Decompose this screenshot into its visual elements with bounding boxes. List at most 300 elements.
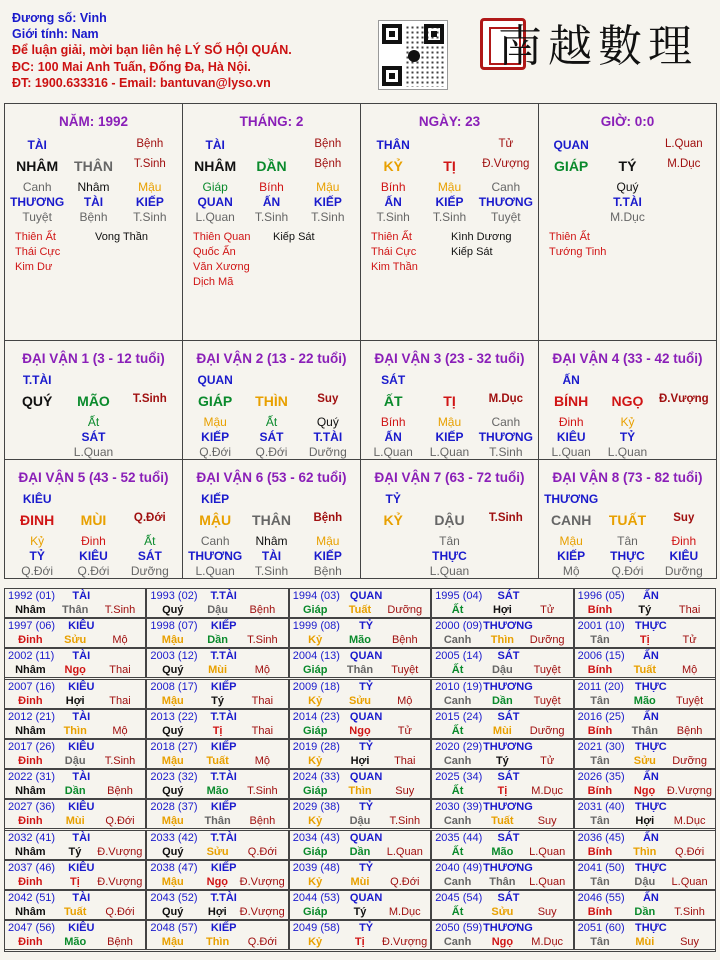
year-row bbox=[578, 590, 712, 602]
year-blank bbox=[533, 681, 570, 693]
cell-value: L.Quan bbox=[195, 210, 235, 224]
cell-value bbox=[9, 430, 65, 444]
year-label: 2048 (57) bbox=[150, 922, 198, 935]
year-branch: Hợi bbox=[635, 815, 655, 828]
year-god: T.TÀI bbox=[210, 590, 237, 602]
cell-value bbox=[243, 373, 299, 387]
year-branch: Dần bbox=[634, 906, 656, 918]
cell-value: T.Sinh bbox=[376, 210, 410, 224]
cell-row-r1 bbox=[9, 138, 178, 152]
year-stem: Bính bbox=[587, 906, 613, 918]
year-stem: Canh bbox=[443, 694, 472, 707]
year-label: 2025 (34) bbox=[435, 771, 483, 784]
cell-value: ĐINH bbox=[20, 512, 55, 528]
cell-row-r4 bbox=[187, 195, 356, 209]
year-row bbox=[578, 664, 712, 676]
year-stem: Kỷ bbox=[308, 634, 323, 647]
cell-value: Q.Đới bbox=[255, 445, 288, 459]
cell-row-r5 bbox=[187, 445, 356, 459]
cell-value: Mậu bbox=[138, 180, 162, 194]
year-cell bbox=[146, 890, 288, 920]
cell-value bbox=[122, 373, 178, 387]
year-phase: Đ.Vượng bbox=[382, 936, 428, 949]
year-cell bbox=[431, 679, 573, 709]
cell-title: NĂM: 1992 bbox=[58, 114, 129, 129]
star-item: Thái Cực bbox=[15, 246, 61, 258]
cell-row-r1 bbox=[187, 138, 356, 152]
cell-value: TỊ bbox=[443, 158, 456, 174]
year-stem: Nhâm bbox=[15, 906, 46, 918]
year-branch: Sửu bbox=[348, 694, 371, 707]
year-row bbox=[8, 815, 142, 827]
year-blank bbox=[244, 590, 285, 602]
year-row bbox=[8, 936, 142, 948]
cell-value: L.Quan bbox=[73, 445, 114, 459]
cell-value bbox=[656, 415, 712, 429]
cell-value: Canh bbox=[491, 415, 521, 429]
cell-value bbox=[478, 373, 534, 387]
year-cell bbox=[289, 679, 431, 709]
cell-value: ẤN bbox=[262, 195, 281, 209]
year-blank bbox=[244, 922, 285, 934]
year-row bbox=[578, 695, 712, 707]
brand-logo: 南越數理 bbox=[498, 21, 698, 72]
cell-value: NHÂM bbox=[16, 158, 59, 174]
year-blank bbox=[386, 922, 427, 934]
year-stem: Bính bbox=[587, 664, 613, 677]
year-label: 2000 (09) bbox=[435, 620, 483, 633]
year-branch: Thân bbox=[62, 604, 89, 616]
year-stem: Quý bbox=[162, 906, 184, 918]
year-row bbox=[8, 664, 142, 676]
star-item: Kim Thần bbox=[371, 261, 418, 273]
cell-value: THƯƠNG bbox=[478, 430, 533, 444]
year-row bbox=[435, 620, 569, 632]
year-label: 1992 (01) bbox=[8, 590, 56, 602]
year-row bbox=[293, 815, 427, 827]
year-branch: Ngọ bbox=[633, 785, 656, 798]
year-row bbox=[8, 741, 142, 753]
cell-value: TÀI bbox=[205, 138, 225, 152]
year-blank bbox=[533, 922, 570, 934]
cell-title: NGÀY: 23 bbox=[418, 114, 481, 129]
year-blank bbox=[102, 801, 143, 813]
year-label: 2004 (13) bbox=[292, 650, 340, 663]
year-row bbox=[293, 711, 427, 723]
year-row bbox=[435, 815, 569, 827]
cell-value: MÃO bbox=[77, 393, 110, 409]
year-branch: Thìn bbox=[490, 634, 514, 647]
year-blank bbox=[529, 832, 570, 844]
year-row bbox=[150, 711, 284, 723]
cell-value: THƯƠNG bbox=[10, 195, 65, 209]
year-branch: Ngọ bbox=[206, 875, 229, 888]
contact-line: Để luận giải, mời bạn liên hệ LÝ SỐ HỘI QUÁN. bbox=[12, 43, 292, 58]
cell-value: QUÝ bbox=[21, 393, 53, 409]
year-branch: Hợi bbox=[207, 906, 227, 918]
cell-row-r1 bbox=[543, 373, 712, 387]
year-phase: Thai bbox=[109, 664, 131, 677]
year-god: KIÊU bbox=[68, 861, 95, 874]
year-branch: Dậu bbox=[491, 664, 513, 677]
year-label: 2021 (30) bbox=[577, 741, 625, 753]
cell-value: Ất bbox=[144, 534, 156, 548]
year-row bbox=[293, 892, 427, 904]
year-stem: Quý bbox=[162, 785, 184, 798]
cell-value bbox=[599, 373, 655, 387]
year-row bbox=[293, 725, 427, 737]
year-cell bbox=[4, 830, 146, 860]
year-row bbox=[435, 862, 569, 874]
year-blank bbox=[386, 620, 427, 632]
year-cell bbox=[574, 618, 716, 648]
year-phase: T.Sinh bbox=[674, 906, 705, 918]
year-god: QUAN bbox=[349, 590, 383, 602]
year-label: 2043 (52) bbox=[150, 892, 198, 904]
year-god: SÁT bbox=[497, 710, 520, 723]
year-cell bbox=[289, 769, 431, 799]
cell-value: Tân bbox=[439, 534, 460, 548]
year-row bbox=[8, 906, 142, 918]
cell-value: BÍNH bbox=[554, 393, 589, 409]
year-row bbox=[293, 922, 427, 934]
year-branch: Tý bbox=[211, 694, 224, 707]
year-branch: Dần bbox=[64, 785, 86, 798]
year-god: QUAN bbox=[349, 710, 383, 723]
year-branch: Hợi bbox=[65, 694, 85, 707]
year-stem: Giáp bbox=[302, 785, 328, 798]
year-row bbox=[150, 922, 284, 934]
cell-value: ẤN bbox=[562, 373, 580, 387]
cell-row-r3 bbox=[187, 415, 356, 429]
year-branch: Dậu bbox=[634, 875, 656, 888]
cell-value: TÀI bbox=[83, 195, 104, 209]
year-branch: Tị bbox=[639, 634, 650, 647]
cell-value: Bệnh bbox=[136, 138, 164, 150]
cell-value: Đinh bbox=[558, 415, 584, 429]
year-blank bbox=[533, 741, 570, 753]
year-label: 2006 (15) bbox=[577, 650, 625, 663]
cell-value: TUẤT bbox=[608, 512, 647, 528]
year-phase: Đ.Vượng bbox=[97, 845, 143, 858]
year-row bbox=[293, 755, 427, 767]
year-branch: Dần bbox=[207, 634, 228, 647]
year-stem: Mậu bbox=[161, 875, 184, 888]
year-label: 2023 (32) bbox=[150, 771, 198, 784]
cell-value: THƯƠNG bbox=[478, 195, 533, 209]
star-item: Kiếp Sát bbox=[273, 231, 315, 243]
year-god: TÀI bbox=[72, 650, 91, 663]
cell-value: Mộ bbox=[562, 564, 580, 578]
year-row bbox=[150, 650, 284, 662]
year-god: SÁT bbox=[497, 771, 520, 784]
year-god: TÀI bbox=[72, 710, 91, 723]
cell-value: Mậu bbox=[203, 415, 227, 429]
year-cell bbox=[289, 709, 431, 739]
year-stem: Đinh bbox=[18, 936, 43, 949]
year-row bbox=[150, 664, 284, 676]
year-stem: Kỷ bbox=[308, 755, 323, 767]
year-row bbox=[435, 906, 569, 918]
cell-value: GIÁP bbox=[198, 393, 233, 409]
year-stem: Tân bbox=[590, 875, 610, 888]
year-branch: Ngọ bbox=[491, 936, 514, 949]
year-label: 2041 (50) bbox=[577, 861, 625, 874]
cell-value: L.Quan bbox=[429, 445, 470, 459]
cell-value: Đinh bbox=[671, 534, 697, 548]
cell-row-r2 bbox=[543, 158, 712, 174]
year-row bbox=[578, 892, 712, 904]
year-stem: Tân bbox=[590, 936, 610, 949]
year-label: 2017 (26) bbox=[8, 741, 56, 753]
year-stem: Nhâm bbox=[15, 724, 46, 737]
year-phase: Suy bbox=[537, 815, 557, 828]
year-stem: Quý bbox=[162, 845, 184, 858]
year-row bbox=[150, 815, 284, 827]
year-cell bbox=[431, 739, 573, 769]
cell-value: MÙI bbox=[80, 512, 107, 528]
year-blank bbox=[529, 771, 570, 783]
year-stem: Mậu bbox=[161, 936, 184, 949]
cell-value: T.Sinh bbox=[254, 210, 289, 224]
year-blank bbox=[533, 620, 570, 632]
year-row bbox=[578, 741, 712, 753]
stars-left bbox=[193, 230, 250, 290]
year-label: 2024 (33) bbox=[292, 771, 340, 784]
year-label: 2005 (14) bbox=[435, 650, 483, 663]
cell-row-r3 bbox=[9, 534, 178, 548]
year-god: KIẾP bbox=[210, 741, 237, 753]
year-branch: Tị bbox=[70, 875, 80, 888]
year-branch: Hợi bbox=[350, 755, 370, 767]
address-line: ĐC: 100 Mai Anh Tuấn, Đống Đa, Hà Nội. bbox=[12, 59, 251, 74]
year-stem: Ất bbox=[451, 724, 464, 737]
cell-row-r2 bbox=[187, 512, 356, 528]
year-cell bbox=[289, 890, 431, 920]
year-phase: Dưỡng bbox=[529, 724, 565, 737]
year-row bbox=[293, 832, 427, 844]
year-stem: Mậu bbox=[161, 755, 184, 767]
year-cell bbox=[431, 799, 573, 829]
year-god: QUAN bbox=[349, 771, 383, 784]
year-god: THỰC bbox=[635, 801, 667, 814]
year-phase: T.Sinh bbox=[247, 634, 278, 647]
year-cell bbox=[574, 709, 716, 739]
year-phase: Tuyệt bbox=[533, 694, 561, 707]
year-stem: Bính bbox=[587, 785, 613, 798]
year-row bbox=[8, 862, 142, 874]
year-god: ẤN bbox=[642, 650, 659, 663]
client-info bbox=[12, 10, 292, 91]
cell-row-r2 bbox=[543, 512, 712, 528]
year-stem: Mậu bbox=[161, 815, 184, 828]
cell-row-r1 bbox=[187, 373, 356, 387]
year-row bbox=[435, 634, 569, 646]
cell-value: Q.Đới bbox=[133, 512, 166, 524]
year-phase: Đ.Vượng bbox=[666, 785, 712, 798]
star-item: Kim Dư bbox=[15, 261, 53, 273]
cell-value: L.Quan bbox=[664, 138, 703, 150]
client-gender: Giới tính: Nam bbox=[12, 27, 99, 42]
year-stem: Đinh bbox=[18, 694, 43, 707]
year-row bbox=[8, 681, 142, 693]
year-label: 2012 (21) bbox=[8, 710, 56, 723]
year-label: 2046 (55) bbox=[577, 892, 625, 904]
year-row bbox=[150, 634, 284, 646]
year-label: 2031 (40) bbox=[577, 801, 625, 814]
cell-row-r3 bbox=[187, 180, 356, 194]
cell-row-r5 bbox=[543, 445, 712, 459]
year-cell bbox=[4, 739, 146, 769]
cell-value bbox=[656, 195, 712, 209]
cell-value: SÁT bbox=[137, 549, 162, 563]
year-branch: Mùi bbox=[635, 936, 655, 949]
year-blank bbox=[244, 711, 285, 723]
year-row bbox=[435, 771, 569, 783]
cell-value: KIÊU bbox=[556, 430, 586, 444]
cell-value: MẬU bbox=[199, 512, 232, 528]
year-blank bbox=[671, 711, 712, 723]
year-row bbox=[435, 590, 569, 602]
cell-value: THƯƠNG bbox=[544, 492, 599, 506]
year-row bbox=[150, 936, 284, 948]
year-cell bbox=[431, 830, 573, 860]
year-row bbox=[578, 620, 712, 632]
year-blank bbox=[102, 711, 143, 723]
star-item: Kiếp Sát bbox=[451, 246, 493, 258]
year-blank bbox=[386, 590, 427, 602]
year-row bbox=[435, 922, 569, 934]
year-god: TÀI bbox=[72, 590, 91, 602]
stars-left bbox=[371, 230, 418, 275]
cell-value bbox=[599, 492, 655, 506]
cell-value: M.Dục bbox=[488, 393, 524, 405]
year-label: 2009 (18) bbox=[292, 680, 340, 693]
year-stem: Canh bbox=[443, 634, 472, 647]
cell-value bbox=[65, 492, 121, 506]
year-row bbox=[578, 681, 712, 693]
year-cell bbox=[4, 588, 146, 618]
year-branch: Dậu bbox=[64, 755, 86, 767]
year-branch: Tuất bbox=[633, 664, 656, 677]
year-god: THƯƠNG bbox=[483, 801, 533, 814]
year-god: THỰC bbox=[635, 861, 667, 874]
year-blank bbox=[671, 801, 712, 813]
year-phase: Mộ bbox=[254, 755, 271, 767]
year-phase: Đ.Vượng bbox=[97, 875, 143, 888]
cell-value: THỰC bbox=[432, 549, 467, 563]
year-god: T.TÀI bbox=[210, 892, 237, 904]
star-item: Thiên Ất bbox=[15, 231, 56, 243]
year-blank bbox=[102, 862, 143, 874]
year-label: 2018 (27) bbox=[150, 741, 198, 753]
year-phase: Suy bbox=[680, 936, 700, 949]
year-row bbox=[293, 906, 427, 918]
year-row bbox=[293, 590, 427, 602]
cell-value bbox=[243, 138, 299, 152]
year-phase: M.Dục bbox=[673, 815, 706, 828]
year-stem: Đinh bbox=[18, 815, 43, 828]
year-phase: Bệnh bbox=[676, 724, 703, 737]
year-phase: Q.Đới bbox=[105, 815, 135, 828]
year-god: ẤN bbox=[642, 590, 659, 602]
cell-row-r4 bbox=[543, 195, 712, 209]
cell-value: Tân bbox=[617, 534, 638, 548]
year-phase: Dưỡng bbox=[387, 604, 423, 616]
year-cell bbox=[289, 739, 431, 769]
cell-value: DẦN bbox=[256, 158, 287, 174]
cell-value: KIẾP bbox=[135, 195, 164, 209]
cell-value: QUAN bbox=[197, 195, 233, 209]
year-label: 2019 (28) bbox=[292, 741, 340, 753]
year-cell bbox=[574, 920, 716, 950]
year-row bbox=[435, 892, 569, 904]
year-branch: Tý bbox=[495, 755, 509, 767]
cell-value: TỶ bbox=[619, 430, 636, 444]
year-god: T.TÀI bbox=[210, 710, 237, 723]
cell-row-r3 bbox=[365, 415, 534, 429]
cell-value: Canh bbox=[22, 180, 52, 194]
year-phase: Q.Đới bbox=[247, 845, 277, 858]
year-god: KIẾP bbox=[210, 922, 237, 935]
year-branch: Dần bbox=[349, 845, 371, 858]
year-god: QUAN bbox=[349, 650, 383, 663]
year-row bbox=[8, 771, 142, 783]
year-stem: Ất bbox=[451, 664, 464, 677]
year-blank bbox=[671, 922, 712, 934]
cell-value bbox=[656, 445, 712, 459]
year-stem: Nhâm bbox=[15, 845, 46, 858]
year-god: SÁT bbox=[497, 831, 520, 844]
year-cell bbox=[146, 739, 288, 769]
year-branch: Sửu bbox=[633, 755, 656, 767]
year-stem: Giáp bbox=[302, 604, 328, 616]
year-stem: Canh bbox=[443, 755, 472, 767]
year-label: 2047 (56) bbox=[8, 922, 56, 935]
year-stem: Quý bbox=[162, 664, 184, 677]
cell-value bbox=[421, 138, 477, 152]
year-row bbox=[578, 785, 712, 797]
year-row bbox=[578, 936, 712, 948]
year-cell bbox=[4, 920, 146, 950]
year-blank bbox=[671, 590, 712, 602]
cell-value: KIẾP bbox=[201, 430, 230, 444]
year-blank bbox=[244, 801, 285, 813]
year-row bbox=[150, 771, 284, 783]
year-blank bbox=[671, 862, 712, 874]
cell-value: Mậu bbox=[559, 534, 583, 548]
year-god: KIÊU bbox=[68, 922, 95, 935]
cell-row-r3 bbox=[9, 415, 178, 429]
year-phase: Suy bbox=[395, 785, 415, 798]
year-stem: Nhâm bbox=[15, 785, 46, 798]
year-row bbox=[578, 922, 712, 934]
cell-value: T.Sinh bbox=[489, 445, 523, 459]
cell-value: Canh bbox=[491, 180, 521, 194]
year-row bbox=[8, 711, 142, 723]
year-god: THƯƠNG bbox=[483, 620, 533, 633]
year-cell bbox=[431, 769, 573, 799]
year-blank bbox=[533, 801, 570, 813]
year-row bbox=[578, 906, 712, 918]
cell-row-r4 bbox=[365, 549, 534, 563]
cell-value bbox=[656, 430, 712, 444]
year-row bbox=[435, 650, 569, 662]
year-god: THỰC bbox=[635, 620, 667, 633]
year-phase: Mộ bbox=[397, 694, 413, 707]
year-row bbox=[8, 725, 142, 737]
year-branch: Sửu bbox=[491, 906, 514, 918]
